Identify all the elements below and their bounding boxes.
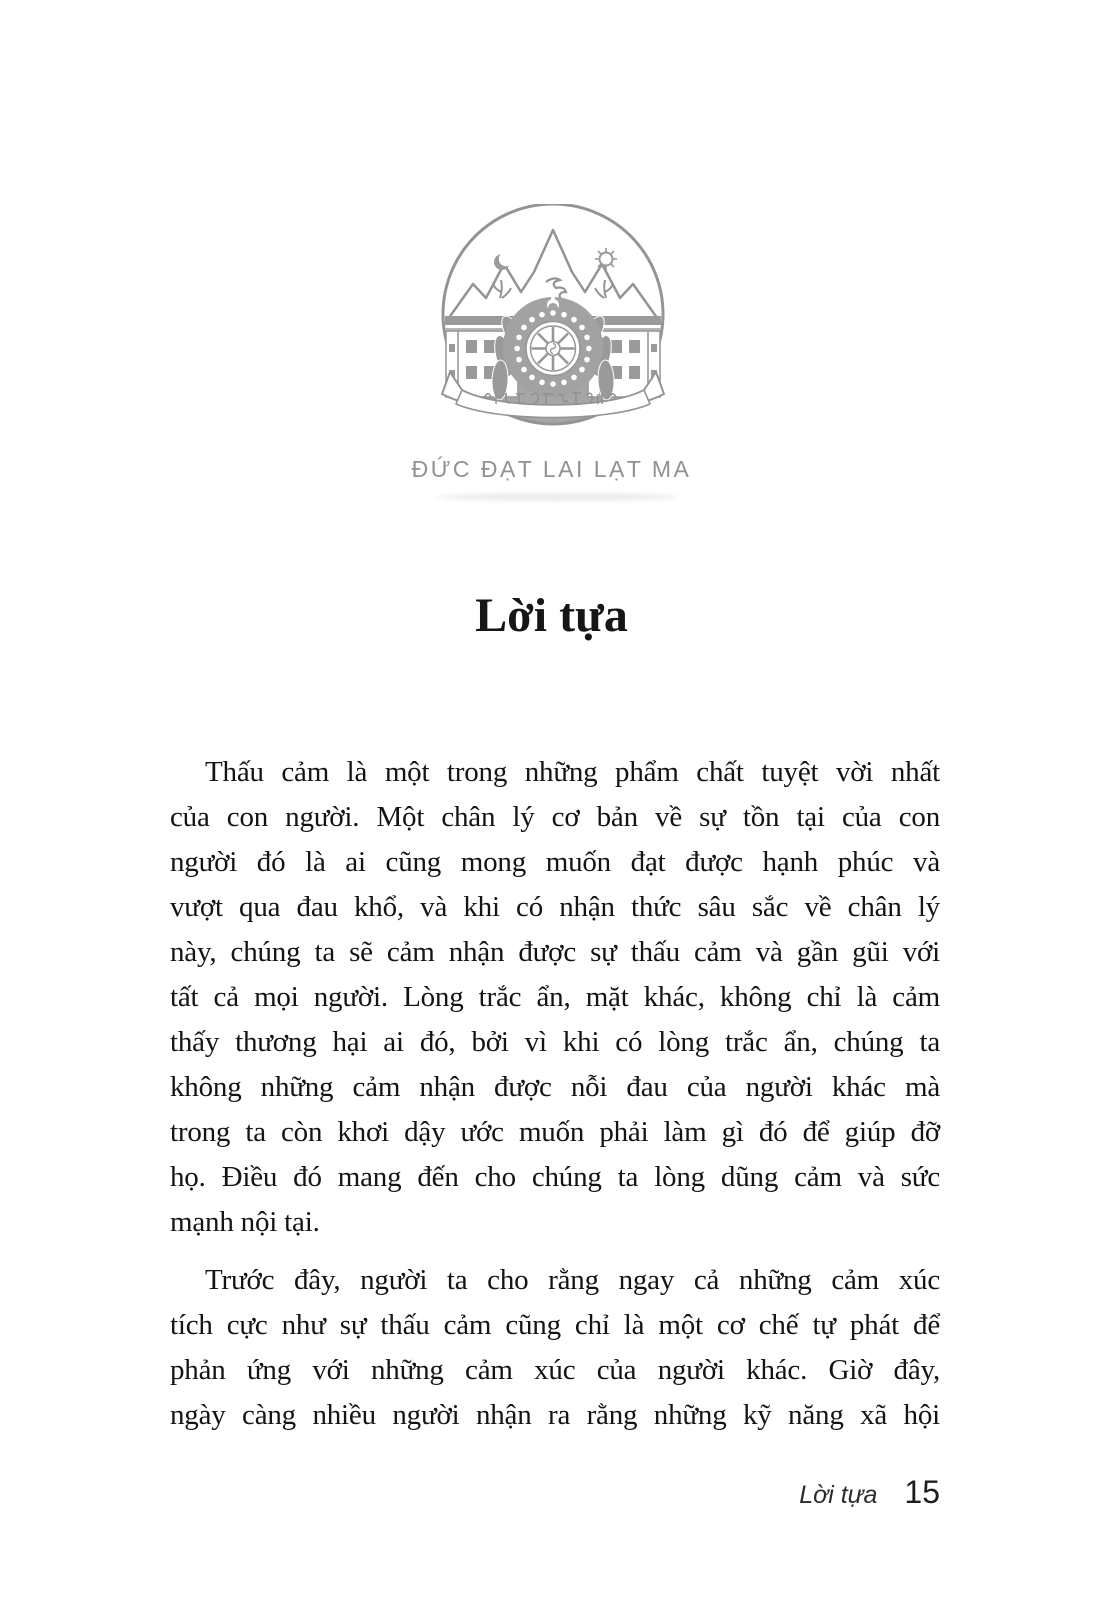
body-line: thấy thương hại ai đó, bởi vì khi có lòng trắc ẩn, chúng ta: [170, 1026, 940, 1058]
body-line: của con người. Một chân lý cơ bản về sự tồn tại của con: [170, 801, 940, 833]
body-line: Thấu cảm là một trong những phẩm chất tuyệt vời nhất: [205, 756, 940, 788]
body-line: Trước đây, người ta cho rằng ngay cả những cảm xúc: [205, 1264, 940, 1296]
body-line: người đó là ai cũng mong muốn đạt được hạnh phúc và: [170, 846, 940, 878]
footer-section-title: Lời tựa: [799, 1481, 878, 1509]
body-line: họ. Điều đó mang đến cho chúng ta lòng dũng cảm và sức: [170, 1161, 940, 1193]
body-line: này, chúng ta sẽ cảm nhận được sự thấu cảm và gần gũi với: [170, 936, 940, 968]
body-line: ngày càng nhiều người nhận ra rằng những kỹ năng xã hội: [170, 1399, 940, 1431]
chapter-title: Lời tựa: [475, 589, 628, 643]
paragraph-1: [170, 750, 940, 1245]
author-caption: ĐỨC ĐẠT LAI LẠT MA: [411, 456, 692, 482]
paragraph-2: [170, 1258, 940, 1438]
page-footer: [799, 1474, 940, 1511]
body-line: vượt qua đau khổ, và khi có nhận thức sâu sắc về chân lý: [170, 891, 940, 923]
dalai-lama-seal-logo: [428, 204, 678, 426]
scan-artifact-band: [437, 493, 678, 501]
body-line: phản ứng với những cảm xúc của người khác. Giờ đây,: [170, 1354, 940, 1386]
page-number: 15: [904, 1474, 940, 1510]
body-line: tất cả mọi người. Lòng trắc ẩn, mặt khác, không chỉ là cảm: [170, 981, 940, 1013]
dalai-lama-seal-icon: [428, 204, 678, 426]
body-line: trong ta còn khơi dậy ước muốn phải làm gì đó để giúp đỡ: [170, 1116, 940, 1148]
body-line: tích cực như sự thấu cảm cũng chỉ là một cơ chế tự phát để: [170, 1309, 940, 1341]
body-line: mạnh nội tại.: [170, 1206, 320, 1238]
body-line: không những cảm nhận được nỗi đau của người khác mà: [170, 1071, 940, 1103]
body-text: [170, 750, 940, 1438]
